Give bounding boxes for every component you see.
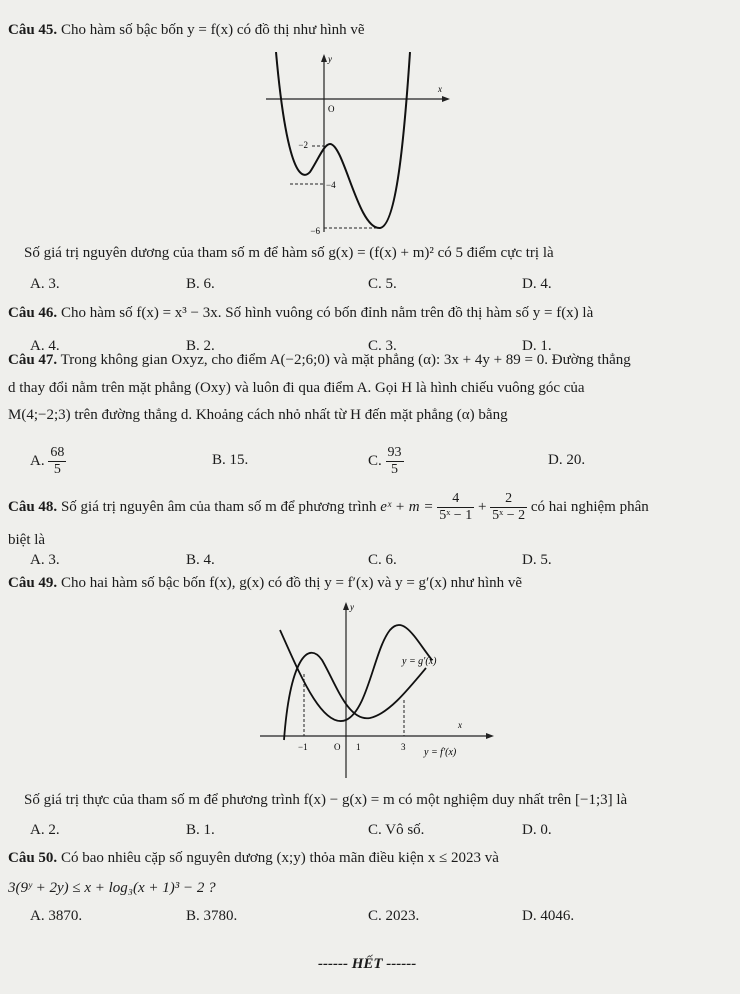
q48-option-c: C. 6. (368, 552, 397, 568)
q49-origin: O (334, 742, 341, 752)
q46-option-a: A. 4. (30, 338, 60, 354)
q48-eq-lhs: eˣ + m = (380, 499, 434, 515)
q49-option-d: D. 0. (522, 822, 552, 838)
q46-option-c: C. 3. (368, 338, 397, 354)
q49-x-label: x (458, 720, 462, 730)
q47-option-a-num: 68 (50, 445, 65, 460)
q48-plus: + (477, 499, 487, 515)
q49-question: Số giá trị thực của tham số m để phương trình f(x) − g(x) = m có một nghiệm duy nhất trên [−1;3] là (24, 792, 628, 808)
q49-f-label: y = f′(x) (424, 747, 457, 758)
q47-text1: Trong không gian Oxyz, cho điểm A(−2;6;0) và mặt phẳng (α): 3x + 4y + 89 = 0. Đường thẳng (60, 352, 631, 368)
q47-option-c-den: 5 (391, 462, 399, 477)
q50-option-b: B. 3780. (186, 908, 238, 924)
q45-option-c: C. 5. (368, 276, 397, 292)
q47-option-a (30, 445, 66, 478)
q47-line2: d thay đổi nằm trên mặt phẳng (Oxy) và luôn đi qua điểm A. Gọi H là hình chiếu vuông góc của (8, 380, 585, 396)
q48-fraction-2 (490, 491, 527, 524)
q47-head: Câu 47. (8, 352, 58, 368)
q47-option-c-fraction (386, 445, 404, 478)
q47-option-a-label: A. (30, 452, 45, 469)
q47-option-c-num: 93 (387, 445, 402, 460)
q49-tick-m1: −1 (298, 742, 308, 752)
q48-stem-post: có hai nghiệm phân (530, 499, 649, 515)
q46-head: Câu 46. (8, 305, 58, 321)
q48-line2: biệt là (8, 532, 46, 548)
q45-x-label: x (438, 84, 442, 94)
q49-graph (258, 600, 498, 780)
q45-line (8, 20, 365, 40)
q49-g-label: y = g′(x) (402, 656, 437, 667)
q48-f1-den: 5ˣ − 1 (439, 508, 473, 524)
q48-f2-num: 2 (490, 491, 527, 508)
q45-tick-m4: −4 (326, 180, 336, 190)
q45-stem: Cho hàm số bậc bốn y = f(x) có đồ thị như hình vẽ (60, 22, 365, 38)
q49-head: Câu 49. (8, 575, 58, 591)
q46-option-b: B. 2. (186, 338, 215, 354)
q45-option-d: D. 4. (522, 276, 552, 292)
q47-option-b: B. 15. (212, 452, 249, 468)
q50-option-d: D. 4046. (522, 908, 575, 924)
q50-option-c: C. 2023. (368, 908, 420, 924)
q47-option-d: D. 20. (548, 452, 586, 468)
q46-stem: Cho hàm số f(x) = x³ − 3x. Số hình vuông có bốn đỉnh nằm trên đồ thị hàm số y = f(x) là (60, 305, 594, 321)
q47-option-a-fraction (48, 445, 66, 478)
q50-inequality: 3(9ʸ + 2y) ≤ x + log₃(x + 1)³ − 2 ? (8, 880, 216, 896)
q49-option-b: B. 1. (186, 822, 215, 838)
q50-head: Câu 50. (8, 850, 58, 866)
q48-f2-den: 5ˣ − 2 (492, 508, 526, 524)
q49-option-a: A. 2. (30, 822, 60, 838)
q48-option-a: A. 3. (30, 552, 60, 568)
q47-option-a-den: 5 (53, 462, 61, 477)
q46-option-d: D. 1. (522, 338, 552, 354)
q48-option-b: B. 4. (186, 552, 215, 568)
q49-stem: Cho hai hàm số bậc bốn f(x), g(x) có đồ thị y = f′(x) và y = g′(x) như hình vẽ (60, 575, 523, 591)
q46-line (8, 303, 593, 323)
q50-stem: Có bao nhiêu cặp số nguyên dương (x;y) thỏa mãn điều kiện x ≤ 2023 và (60, 850, 499, 866)
q49-option-c: C. Vô số. (368, 822, 425, 838)
q49-line (8, 573, 522, 593)
q45-y-label: y (328, 54, 332, 64)
q45-head: Câu 45. (8, 22, 58, 38)
q49-tick-3: 3 (401, 742, 406, 752)
q48-head: Câu 48. (8, 499, 58, 515)
q45-option-b: B. 6. (186, 276, 215, 292)
q47-option-c-label: C. (368, 452, 382, 469)
q49-y-label: y (350, 602, 354, 612)
q48-option-d: D. 5. (522, 552, 552, 568)
q45-tick-m6: −6 (310, 226, 320, 236)
q47-line1 (8, 350, 631, 370)
q48-line1 (8, 487, 649, 527)
q45-question: Số giá trị nguyên dương của tham số m để hàm số g(x) = (f(x) + m)² có 5 điểm cực trị là (24, 245, 554, 261)
q47-line3: M(4;−2;3) trên đường thẳng d. Khoảng cách nhỏ nhất từ H đến mặt phẳng (α) bằng (8, 407, 508, 423)
q48-stem-pre: Số giá trị nguyên âm của tham số m để phương trình (60, 499, 377, 515)
q50-option-a: A. 3870. (30, 908, 83, 924)
q48-fraction-1 (437, 491, 474, 524)
q45-graph (262, 52, 452, 237)
q45-option-a: A. 3. (30, 276, 60, 292)
q47-option-c (368, 445, 404, 478)
q50-line (8, 848, 499, 868)
q45-origin: O (328, 104, 335, 114)
q49-tick-1: 1 (356, 742, 361, 752)
q45-tick-m2: −2 (298, 140, 308, 150)
end-marker: ------ HẾT ------ (318, 956, 417, 972)
q48-f1-num: 4 (437, 491, 474, 508)
